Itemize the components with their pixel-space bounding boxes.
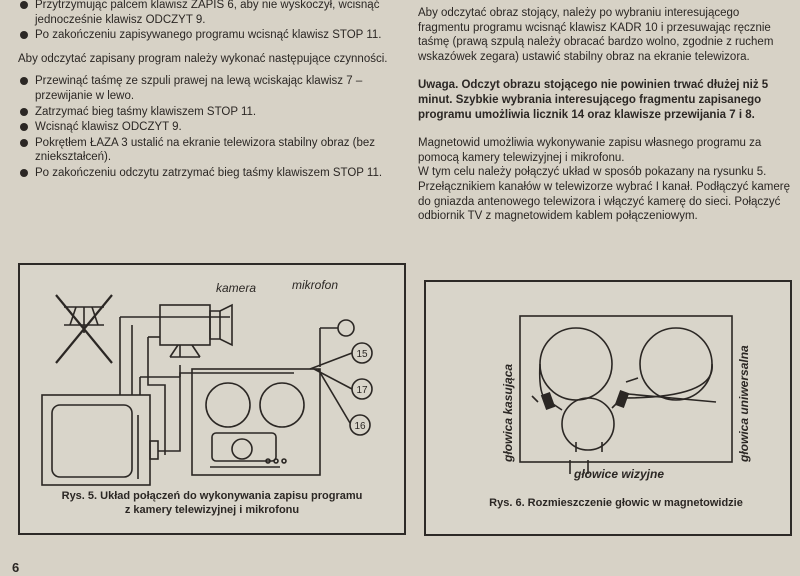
erase-head-icon xyxy=(542,393,554,409)
callout-17: 17 xyxy=(356,385,368,396)
right-reel xyxy=(640,328,712,400)
microphone-icon xyxy=(320,320,354,367)
label-video-heads: głowice wizyjne xyxy=(574,467,665,481)
list-item xyxy=(18,120,396,135)
label-microphone: mikrofon xyxy=(292,278,339,292)
list-item xyxy=(18,74,396,103)
label-universal-head: głowica uniwersalna xyxy=(737,345,751,462)
callout-15: 15 xyxy=(356,349,368,360)
paragraph-own-recording: Magnetowid umożliwia wykonywanie zapisu własnego programu za pomocą kamery telewizyjnej i mikrofonu. xyxy=(418,137,762,164)
tv-icon xyxy=(42,395,158,485)
callout-16: 16 xyxy=(354,421,366,432)
list-item xyxy=(18,0,396,27)
universal-head-icon xyxy=(616,391,628,407)
figure-5 xyxy=(18,263,406,535)
list-item-text: Przytrzymując palcem klawisz ZAPIS 6, aby nie wyskoczył, wcisnąć jednocześnie klawisz ODCZYT 9. xyxy=(35,0,380,26)
caption-line: Rys. 5. Układ połączeń do wykonywania zapisu programu xyxy=(61,490,363,502)
list-item xyxy=(18,136,396,165)
list-item xyxy=(18,166,396,181)
right-column xyxy=(418,6,790,224)
label-erase-head: głowica kasująca xyxy=(501,363,515,462)
list-item-text: Po zakończeniu odczytu zatrzymać bieg taśmy klawiszem STOP 11. xyxy=(35,166,383,179)
left-column xyxy=(18,0,396,182)
page-number: 6 xyxy=(12,560,20,575)
bullet-icon xyxy=(20,77,28,85)
list-item-text: Zatrzymać bieg taśmy klawiszem STOP 11. xyxy=(35,105,257,118)
paragraph-connection: W tym celu należy połączyć układ w sposób pokazany na rysunku 5. Przełącznikiem kanałów w telewizorze wybrać I kanał. Podłączyć kamerę do gniazda antenowego telewizora i włączyć kamerę do sieci. Połączyć odbiornik TV z magnetowidem kablem połączeniowym. xyxy=(418,166,790,223)
left-reel xyxy=(540,328,612,400)
bullet-icon xyxy=(20,139,28,147)
camera-icon xyxy=(160,305,232,357)
antenna-icon xyxy=(56,295,112,363)
bullet-icon xyxy=(20,1,28,9)
list-item-text: Wcisnąć klawisz ODCZYT 9. xyxy=(35,121,182,134)
caption-line: z kamery telewizyjnej i mikrofonu xyxy=(124,504,300,516)
intro-paragraph: Aby odczytać zapisany program należy wykonać następujące czynności. xyxy=(18,52,388,65)
list-item xyxy=(18,28,396,43)
paragraph-still-image: Aby odczytać obraz stojący, należy po wybraniu interesującego fragmentu programu wcisnąć klawisz KADR 10 i przesuwając ręcznie taśmę (prawą szpulą należy obracać bardzo wolno, zgodnie z ruchem wskazówek zegara) ustawić stabilny obraz na ekranie telewizora. xyxy=(418,7,774,63)
list-item xyxy=(18,105,396,120)
label-camera: kamera xyxy=(216,281,257,295)
warning-paragraph: Uwaga. Odczyt obrazu stojącego nie powinien trwać dłużej niż 5 minut. Szybkie wybrania interesującego fragmentu zapisanego programu umożliwia licznik 14 oraz klawisze przewijania 7 i 8. xyxy=(418,79,769,121)
vcr-icon xyxy=(192,369,320,475)
bullet-icon xyxy=(20,31,28,39)
video-drum-icon xyxy=(562,398,614,450)
list-item-text: Przewinąć taśmę ze szpuli prawej na lewą wciskając klawisz 7 – przewijanie w lewo. xyxy=(35,75,363,102)
list-item-text: Po zakończeniu zapisywanego programu wcisnąć klawisz STOP 11. xyxy=(35,29,382,42)
bullet-icon xyxy=(20,108,28,116)
figure-5-caption xyxy=(40,489,384,517)
bullet-icon xyxy=(20,169,28,177)
bullet-icon xyxy=(20,123,28,131)
list-item-text: Pokrętłem ŁAZA 3 ustalić na ekranie telewizora stabilny obraz (bez zniekształceń). xyxy=(35,136,376,164)
figure-6-caption: Rys. 6. Rozmieszczenie głowic w magnetowidzie xyxy=(489,497,743,509)
figure-6 xyxy=(424,280,792,536)
